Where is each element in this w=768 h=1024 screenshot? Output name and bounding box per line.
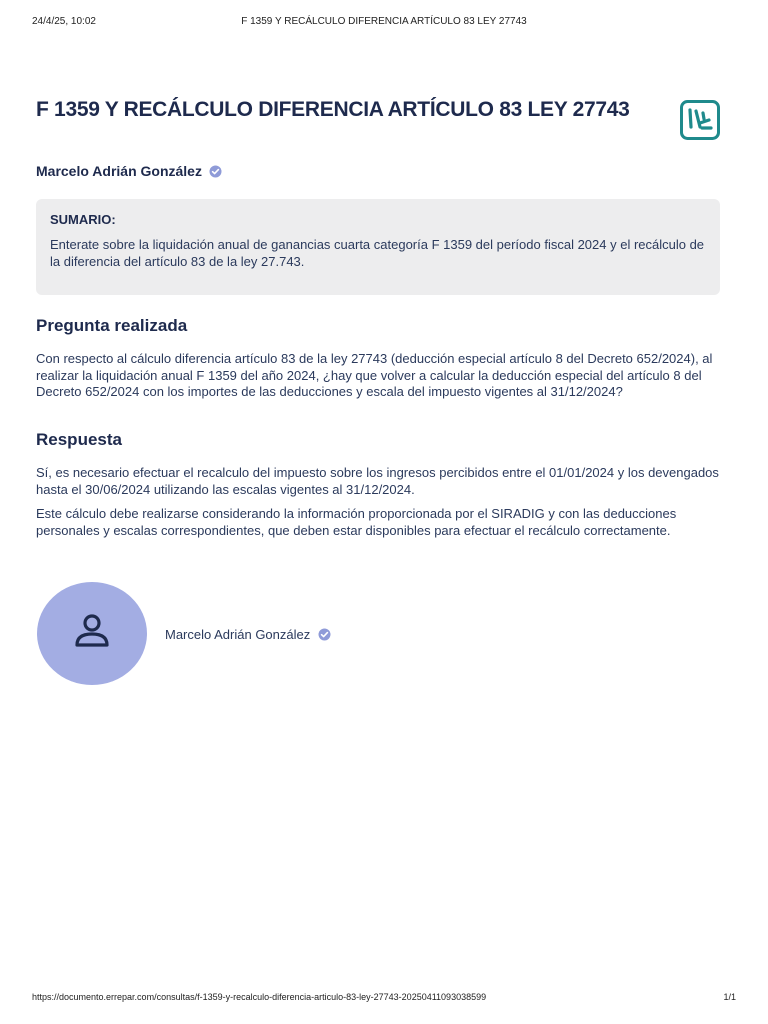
user-icon [70, 609, 114, 658]
author-name[interactable]: Marcelo Adrián González [36, 163, 202, 179]
print-url: https://documento.errepar.com/consultas/f-1359-y-recalculo-diferencia-articulo-83-ley-27743-20250411093038599 [32, 992, 487, 1002]
author-byline [36, 162, 222, 180]
answer-heading: Respuesta [36, 430, 122, 449]
author-card-name[interactable]: Marcelo Adrián González [165, 626, 311, 642]
answer-paragraph-1: Sí, es necesario efectuar el recalculo del impuesto sobre los ingresos percibidos entre el 01/01/2024 y los devengados hasta el 30/06/2024 utilizando las escalas vigentes al 31/12/2024. [36, 465, 719, 497]
summary-label: SUMARIO: [50, 212, 116, 227]
summary-box [36, 199, 720, 295]
errepar-logo-icon[interactable] [680, 100, 720, 140]
print-footer [32, 992, 736, 1006]
answer-paragraph-2: Este cálculo debe realizarse considerando la información proporcionada por el SIRADIG y con las deducciones personales y escalas correspondientes, que deben estar disponibles para efectuar el recálculo correctamente. [36, 506, 677, 538]
question-text: Con respecto al cálculo diferencia artículo 83 de la ley 27743 (deducción especial artículo 8 del Decreto 652/2024), al realizar la liquidación anual F 1359 del año 2024, ¿hay que volver a calcular la deducción especial del artículo 8 del Decreto 652/2024 con los importes de las deducciones y escala del impuesto vigentes al 31/12/2024? [36, 351, 713, 399]
print-title: F 1359 Y RECÁLCULO DIFERENCIA ARTÍCULO 83 LEY 27743 [241, 16, 527, 27]
author-card [165, 625, 331, 643]
verified-badge-icon [318, 628, 331, 641]
summary-text: Enterate sobre la liquidación anual de ganancias cuarta categoría F 1359 del período fiscal 2024 y el recálculo de la diferencia del artículo 83 de la ley 27.743. [50, 237, 705, 269]
print-date: 24/4/25, 10:02 [32, 16, 96, 27]
print-header [32, 16, 736, 30]
page-number: 1/1 [723, 992, 736, 1002]
avatar[interactable] [37, 582, 147, 685]
verified-badge-icon [209, 165, 222, 178]
page-title: F 1359 Y RECÁLCULO DIFERENCIA ARTÍCULO 83 LEY 27743 [36, 98, 630, 121]
question-heading: Pregunta realizada [36, 316, 188, 335]
